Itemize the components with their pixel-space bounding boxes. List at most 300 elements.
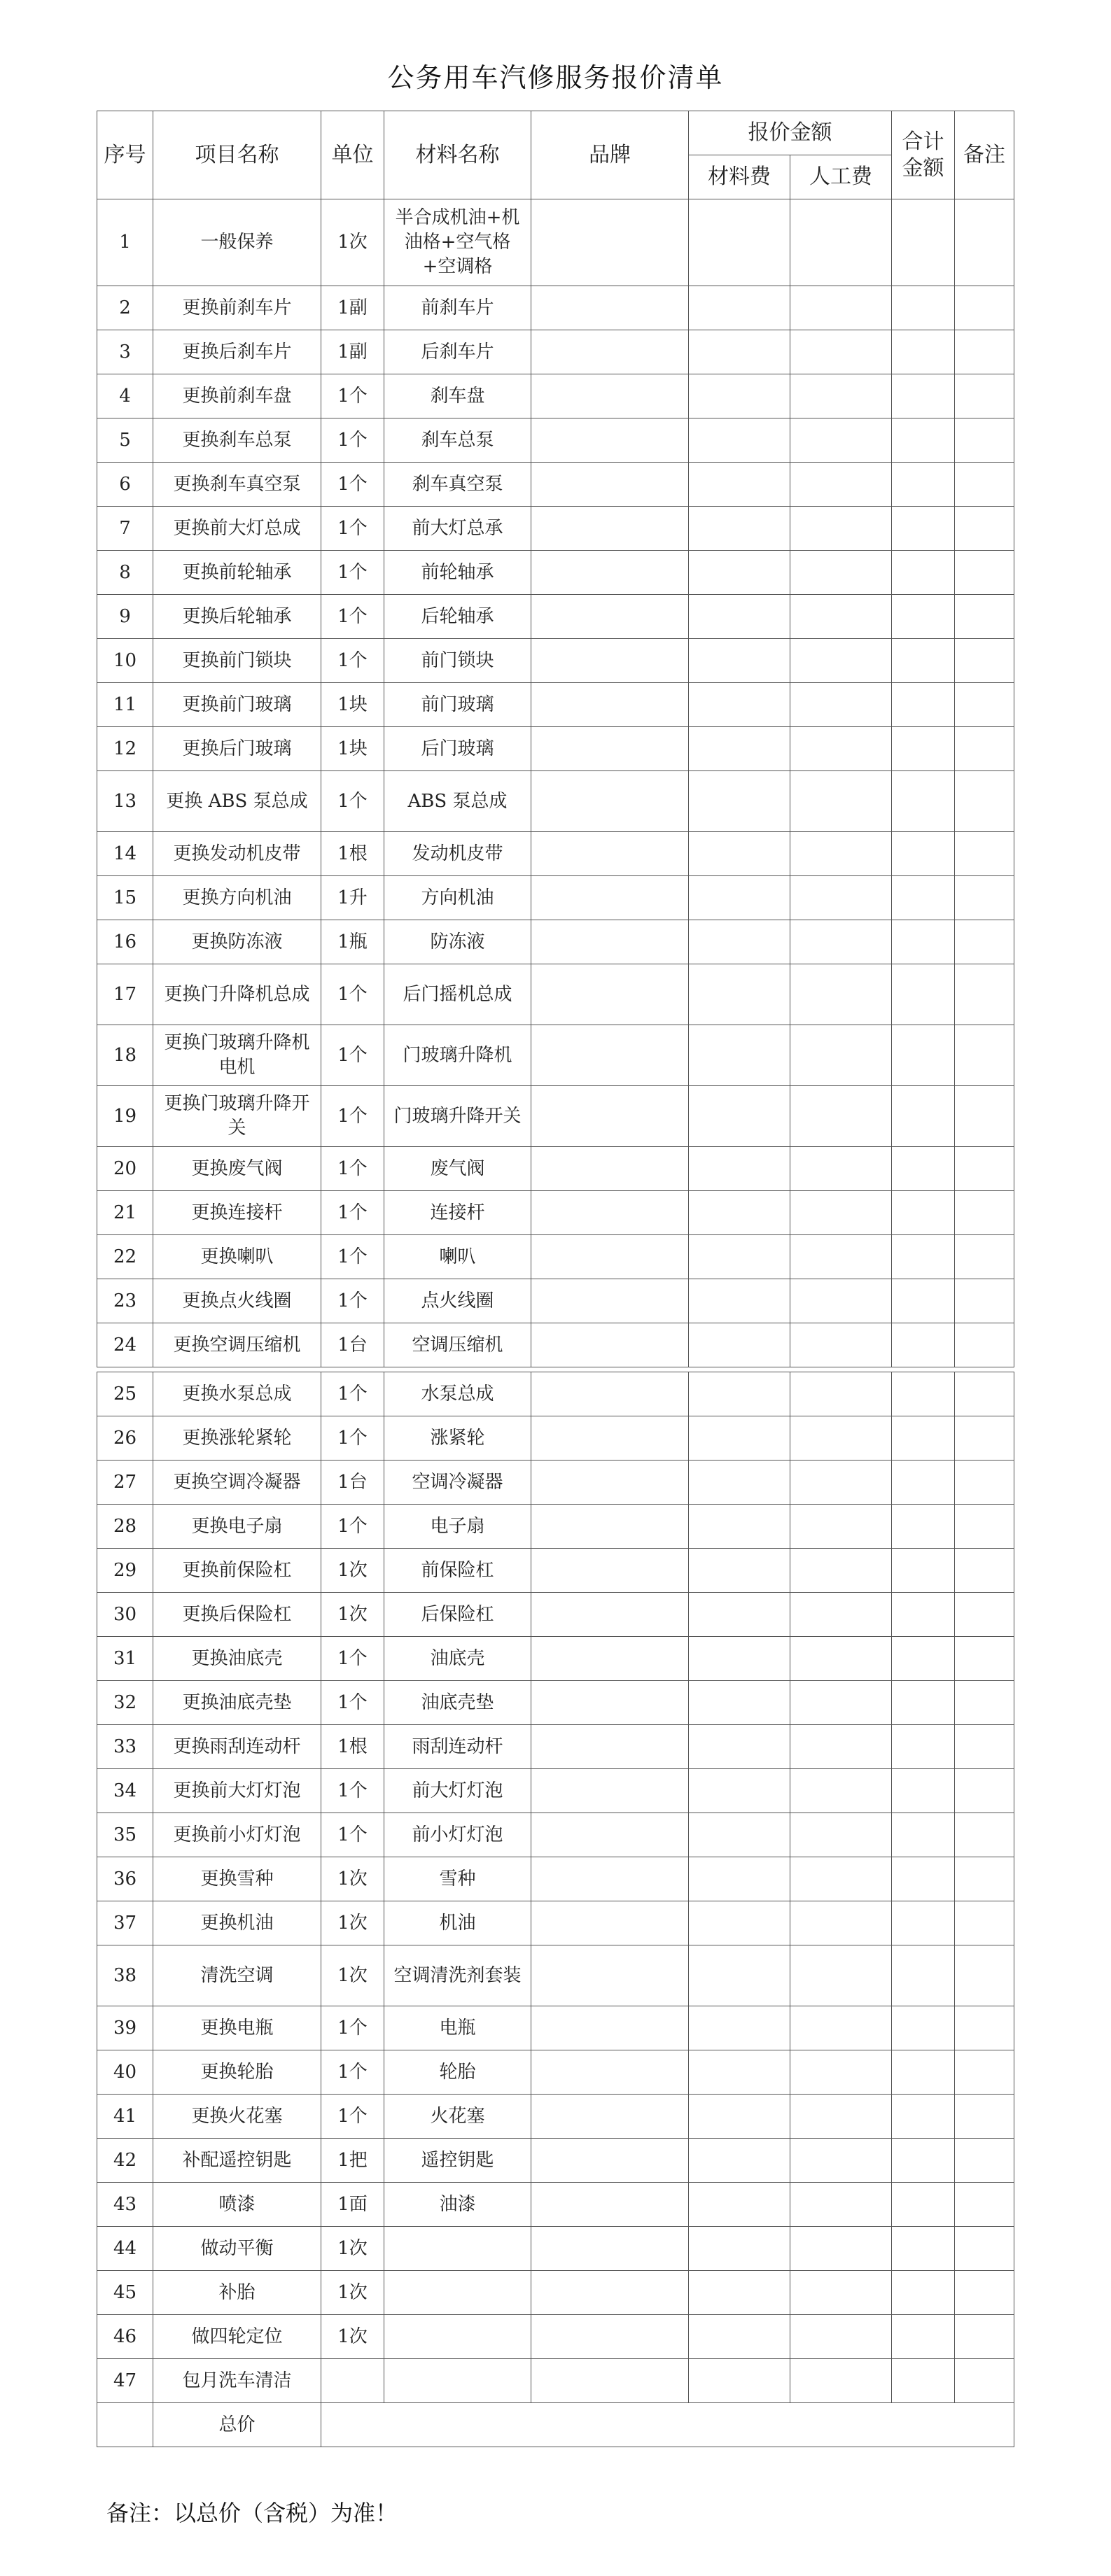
row-brand — [531, 639, 689, 683]
row-labor-fee — [790, 1323, 892, 1367]
row-labor-fee — [790, 2183, 892, 2227]
row-no: 17 — [97, 964, 153, 1025]
row-unit: 1台 — [321, 1323, 384, 1367]
row-no: 39 — [97, 2006, 153, 2050]
row-no: 7 — [97, 507, 153, 551]
row-material: 防冻液 — [384, 920, 531, 964]
row-brand — [531, 286, 689, 330]
row-material: 废气阀 — [384, 1147, 531, 1191]
row-material-fee — [689, 2139, 790, 2183]
row-subtotal — [892, 374, 955, 418]
row-material-fee — [689, 2006, 790, 2050]
header-material: 材料名称 — [384, 111, 531, 199]
row-item: 包月洗车清洁 — [153, 2359, 321, 2403]
row-material: 机油 — [384, 1901, 531, 1945]
row-material: 电子扇 — [384, 1505, 531, 1549]
row-material: 空调压缩机 — [384, 1323, 531, 1367]
row-subtotal — [892, 1461, 955, 1505]
row-subtotal — [892, 463, 955, 507]
row-subtotal — [892, 1416, 955, 1461]
row-material: 后轮轴承 — [384, 595, 531, 639]
row-remark — [955, 771, 1014, 832]
row-unit: 1块 — [321, 683, 384, 727]
row-labor-fee — [790, 964, 892, 1025]
row-material — [384, 2315, 531, 2359]
row-unit: 1个 — [321, 507, 384, 551]
row-material-fee — [689, 463, 790, 507]
row-remark — [955, 199, 1014, 286]
row-item: 喷漆 — [153, 2183, 321, 2227]
row-brand — [531, 1813, 689, 1857]
row-labor-fee — [790, 1637, 892, 1681]
table-row — [97, 920, 1014, 964]
row-no: 10 — [97, 639, 153, 683]
row-no: 2 — [97, 286, 153, 330]
row-no: 13 — [97, 771, 153, 832]
row-remark — [955, 1725, 1014, 1769]
row-brand — [531, 463, 689, 507]
row-brand — [531, 2227, 689, 2271]
row-remark — [955, 1901, 1014, 1945]
row-unit: 1瓶 — [321, 920, 384, 964]
row-subtotal — [892, 1769, 955, 1813]
row-no: 40 — [97, 2050, 153, 2095]
row-item: 更换水泵总成 — [153, 1372, 321, 1416]
row-remark — [955, 1681, 1014, 1725]
row-labor-fee — [790, 2315, 892, 2359]
table-row — [97, 964, 1014, 1025]
row-material-fee — [689, 2227, 790, 2271]
row-material-fee — [689, 1191, 790, 1235]
row-subtotal — [892, 2050, 955, 2095]
row-brand — [531, 1025, 689, 1086]
header-quote: 报价金额 — [689, 111, 892, 155]
row-labor-fee — [790, 1769, 892, 1813]
row-unit: 1个 — [321, 639, 384, 683]
row-material-fee — [689, 199, 790, 286]
row-unit: 1个 — [321, 2006, 384, 2050]
row-material-fee — [689, 374, 790, 418]
row-remark — [955, 1191, 1014, 1235]
row-remark — [955, 2183, 1014, 2227]
row-material: 喇叭 — [384, 1235, 531, 1279]
row-remark — [955, 683, 1014, 727]
row-labor-fee — [790, 1857, 892, 1901]
row-labor-fee — [790, 374, 892, 418]
row-brand — [531, 1505, 689, 1549]
row-no: 24 — [97, 1323, 153, 1367]
row-subtotal — [892, 1857, 955, 1901]
table-row — [97, 2050, 1014, 2095]
row-material: 后门摇机总成 — [384, 964, 531, 1025]
row-no: 43 — [97, 2183, 153, 2227]
table-row — [97, 2315, 1014, 2359]
row-material-fee — [689, 1549, 790, 1593]
row-brand — [531, 920, 689, 964]
table-row — [97, 1813, 1014, 1857]
row-material-fee — [689, 727, 790, 771]
row-no: 45 — [97, 2271, 153, 2315]
row-material-fee — [689, 639, 790, 683]
row-subtotal — [892, 1505, 955, 1549]
row-material: 空调冷凝器 — [384, 1461, 531, 1505]
row-item: 更换前刹车盘 — [153, 374, 321, 418]
row-material: 遥控钥匙 — [384, 2139, 531, 2183]
row-item: 更换前大灯灯泡 — [153, 1769, 321, 1813]
row-brand — [531, 1857, 689, 1901]
row-brand — [531, 330, 689, 374]
table-row — [97, 1025, 1014, 1086]
row-no: 41 — [97, 2095, 153, 2139]
row-material-fee — [689, 1901, 790, 1945]
row-material-fee — [689, 876, 790, 920]
row-material-fee — [689, 1945, 790, 2006]
row-remark — [955, 1461, 1014, 1505]
row-labor-fee — [790, 551, 892, 595]
row-unit: 1个 — [321, 1279, 384, 1323]
row-material-fee — [689, 1769, 790, 1813]
row-remark — [955, 551, 1014, 595]
row-remark — [955, 2006, 1014, 2050]
row-remark — [955, 1416, 1014, 1461]
table-row — [97, 1593, 1014, 1637]
header-unit: 单位 — [321, 111, 384, 199]
row-unit: 1面 — [321, 2183, 384, 2227]
row-material-fee — [689, 2183, 790, 2227]
row-material-fee — [689, 2050, 790, 2095]
row-brand — [531, 1549, 689, 1593]
row-remark — [955, 374, 1014, 418]
row-no: 34 — [97, 1769, 153, 1813]
row-material — [384, 2271, 531, 2315]
row-item: 更换机油 — [153, 1901, 321, 1945]
table-row — [97, 683, 1014, 727]
row-item: 更换门玻璃升降机电机 — [153, 1025, 321, 1086]
row-item: 清洗空调 — [153, 1945, 321, 2006]
row-labor-fee — [790, 1945, 892, 2006]
row-unit: 1个 — [321, 1191, 384, 1235]
row-labor-fee — [790, 683, 892, 727]
row-no: 5 — [97, 418, 153, 463]
row-subtotal — [892, 507, 955, 551]
header-remark: 备注 — [955, 111, 1014, 199]
row-material: 前小灯灯泡 — [384, 1813, 531, 1857]
row-material: 空调清洗剂套装 — [384, 1945, 531, 2006]
row-material: 前大灯灯泡 — [384, 1769, 531, 1813]
row-brand — [531, 876, 689, 920]
row-no: 26 — [97, 1416, 153, 1461]
table-row — [97, 639, 1014, 683]
row-labor-fee — [790, 1901, 892, 1945]
row-labor-fee — [790, 418, 892, 463]
row-remark — [955, 2359, 1014, 2403]
row-item: 更换前大灯总成 — [153, 507, 321, 551]
row-no: 30 — [97, 1593, 153, 1637]
row-no: 23 — [97, 1279, 153, 1323]
row-no: 35 — [97, 1813, 153, 1857]
row-subtotal — [892, 2139, 955, 2183]
row-labor-fee — [790, 595, 892, 639]
row-labor-fee — [790, 1725, 892, 1769]
total-value — [321, 2403, 1014, 2447]
row-material: 油底壳 — [384, 1637, 531, 1681]
row-labor-fee — [790, 286, 892, 330]
row-material — [384, 2227, 531, 2271]
row-subtotal — [892, 1945, 955, 2006]
row-subtotal — [892, 2183, 955, 2227]
row-subtotal — [892, 2227, 955, 2271]
row-material: 油底壳垫 — [384, 1681, 531, 1725]
row-material: 方向机油 — [384, 876, 531, 920]
row-item: 更换门升降机总成 — [153, 964, 321, 1025]
row-labor-fee — [790, 1461, 892, 1505]
table-row — [97, 1147, 1014, 1191]
quote-table-part2 — [97, 1372, 1014, 2447]
row-brand — [531, 1769, 689, 1813]
row-material: 前大灯总承 — [384, 507, 531, 551]
table-row — [97, 876, 1014, 920]
row-remark — [955, 920, 1014, 964]
row-no: 15 — [97, 876, 153, 920]
row-subtotal — [892, 1086, 955, 1147]
table-row — [97, 1323, 1014, 1367]
row-material: 后刹车片 — [384, 330, 531, 374]
row-item: 更换连接杆 — [153, 1191, 321, 1235]
header-brand: 品牌 — [531, 111, 689, 199]
row-remark — [955, 1279, 1014, 1323]
row-subtotal — [892, 1279, 955, 1323]
row-brand — [531, 595, 689, 639]
table-row — [97, 2183, 1014, 2227]
row-material: 刹车真空泵 — [384, 463, 531, 507]
row-subtotal — [892, 418, 955, 463]
row-labor-fee — [790, 920, 892, 964]
row-item: 更换点火线圈 — [153, 1279, 321, 1323]
row-unit: 1根 — [321, 832, 384, 876]
row-item: 更换刹车真空泵 — [153, 463, 321, 507]
row-subtotal — [892, 1025, 955, 1086]
row-remark — [955, 2095, 1014, 2139]
row-remark — [955, 595, 1014, 639]
row-material: 刹车总泵 — [384, 418, 531, 463]
row-material-fee — [689, 832, 790, 876]
row-labor-fee — [790, 2227, 892, 2271]
row-item: 更换火花塞 — [153, 2095, 321, 2139]
row-unit: 1个 — [321, 1505, 384, 1549]
row-labor-fee — [790, 1549, 892, 1593]
row-unit: 1个 — [321, 1416, 384, 1461]
row-no: 18 — [97, 1025, 153, 1086]
row-item: 更换后保险杠 — [153, 1593, 321, 1637]
row-item: 更换前轮轴承 — [153, 551, 321, 595]
row-labor-fee — [790, 1416, 892, 1461]
table-row — [97, 286, 1014, 330]
row-material-fee — [689, 1461, 790, 1505]
row-brand — [531, 551, 689, 595]
row-unit: 1把 — [321, 2139, 384, 2183]
row-no: 38 — [97, 1945, 153, 2006]
row-material: 涨紧轮 — [384, 1416, 531, 1461]
row-material-fee — [689, 1279, 790, 1323]
row-material-fee — [689, 2271, 790, 2315]
row-no: 19 — [97, 1086, 153, 1147]
row-subtotal — [892, 551, 955, 595]
row-labor-fee — [790, 463, 892, 507]
row-item: 更换空调冷凝器 — [153, 1461, 321, 1505]
row-no: 44 — [97, 2227, 153, 2271]
row-labor-fee — [790, 1235, 892, 1279]
row-item: 更换后门玻璃 — [153, 727, 321, 771]
row-material — [384, 2359, 531, 2403]
row-unit: 1个 — [321, 964, 384, 1025]
row-unit: 1根 — [321, 1725, 384, 1769]
row-no: 36 — [97, 1857, 153, 1901]
row-brand — [531, 1945, 689, 2006]
table-row — [97, 507, 1014, 551]
row-unit: 1个 — [321, 463, 384, 507]
row-unit: 1个 — [321, 1235, 384, 1279]
row-item: 更换前保险杠 — [153, 1549, 321, 1593]
row-subtotal — [892, 1593, 955, 1637]
row-brand — [531, 1191, 689, 1235]
row-unit: 1台 — [321, 1461, 384, 1505]
table-row — [97, 1901, 1014, 1945]
total-row — [97, 2403, 1014, 2447]
row-item: 更换涨轮紧轮 — [153, 1416, 321, 1461]
table-row — [97, 374, 1014, 418]
row-subtotal — [892, 1549, 955, 1593]
row-remark — [955, 1945, 1014, 2006]
table-row — [97, 727, 1014, 771]
row-labor-fee — [790, 876, 892, 920]
row-subtotal — [892, 2095, 955, 2139]
row-remark — [955, 286, 1014, 330]
row-no: 27 — [97, 1461, 153, 1505]
row-labor-fee — [790, 1681, 892, 1725]
row-remark — [955, 727, 1014, 771]
row-brand — [531, 683, 689, 727]
row-material: 连接杆 — [384, 1191, 531, 1235]
row-unit: 1副 — [321, 286, 384, 330]
row-no: 9 — [97, 595, 153, 639]
row-no: 14 — [97, 832, 153, 876]
row-remark — [955, 1769, 1014, 1813]
row-subtotal — [892, 964, 955, 1025]
row-no: 22 — [97, 1235, 153, 1279]
row-labor-fee — [790, 330, 892, 374]
row-brand — [531, 1086, 689, 1147]
row-remark — [955, 507, 1014, 551]
row-material: 油漆 — [384, 2183, 531, 2227]
row-material-fee — [689, 1725, 790, 1769]
row-item: 更换刹车总泵 — [153, 418, 321, 463]
row-no: 29 — [97, 1549, 153, 1593]
row-material-fee — [689, 2315, 790, 2359]
row-material: 前轮轴承 — [384, 551, 531, 595]
row-material-fee — [689, 595, 790, 639]
table-row — [97, 1461, 1014, 1505]
table-row — [97, 771, 1014, 832]
row-brand — [531, 2271, 689, 2315]
row-subtotal — [892, 1725, 955, 1769]
row-unit: 1个 — [321, 1147, 384, 1191]
row-item: 更换电瓶 — [153, 2006, 321, 2050]
row-brand — [531, 199, 689, 286]
row-item: 补胎 — [153, 2271, 321, 2315]
row-material-fee — [689, 286, 790, 330]
row-material-fee — [689, 2359, 790, 2403]
row-labor-fee — [790, 1813, 892, 1857]
row-remark — [955, 1235, 1014, 1279]
row-remark — [955, 2050, 1014, 2095]
row-remark — [955, 1505, 1014, 1549]
row-material-fee — [689, 330, 790, 374]
row-remark — [955, 2271, 1014, 2315]
row-unit: 1次 — [321, 199, 384, 286]
table-row — [97, 1416, 1014, 1461]
row-remark — [955, 2315, 1014, 2359]
row-material: 水泵总成 — [384, 1372, 531, 1416]
row-no: 4 — [97, 374, 153, 418]
row-item: 更换门玻璃升降开关 — [153, 1086, 321, 1147]
row-unit: 1块 — [321, 727, 384, 771]
row-brand — [531, 771, 689, 832]
row-item: 更换前小灯灯泡 — [153, 1813, 321, 1857]
row-labor-fee — [790, 1025, 892, 1086]
row-item: 更换方向机油 — [153, 876, 321, 920]
row-material: 前保险杠 — [384, 1549, 531, 1593]
table-row — [97, 551, 1014, 595]
row-subtotal — [892, 330, 955, 374]
table-row — [97, 1857, 1014, 1901]
row-no: 12 — [97, 727, 153, 771]
row-no: 16 — [97, 920, 153, 964]
table-row — [97, 418, 1014, 463]
row-labor-fee — [790, 639, 892, 683]
row-material: 发动机皮带 — [384, 832, 531, 876]
row-unit: 1次 — [321, 2227, 384, 2271]
row-unit: 1个 — [321, 1681, 384, 1725]
row-material: 后门玻璃 — [384, 727, 531, 771]
row-material: 后保险杠 — [384, 1593, 531, 1637]
row-unit: 1个 — [321, 551, 384, 595]
table-row — [97, 1681, 1014, 1725]
row-unit: 1个 — [321, 1086, 384, 1147]
row-brand — [531, 2050, 689, 2095]
table-row — [97, 1235, 1014, 1279]
row-unit: 1个 — [321, 1769, 384, 1813]
row-unit: 1个 — [321, 2050, 384, 2095]
page-title: 公务用车汽修服务报价清单 — [387, 62, 724, 93]
row-unit: 1个 — [321, 595, 384, 639]
row-no: 42 — [97, 2139, 153, 2183]
row-unit: 1个 — [321, 1813, 384, 1857]
row-subtotal — [892, 286, 955, 330]
row-subtotal — [892, 2359, 955, 2403]
table-row — [97, 2139, 1014, 2183]
row-remark — [955, 1637, 1014, 1681]
table-row — [97, 463, 1014, 507]
row-remark — [955, 463, 1014, 507]
row-material: 电瓶 — [384, 2006, 531, 2050]
row-item: 更换防冻液 — [153, 920, 321, 964]
row-brand — [531, 374, 689, 418]
table-row — [97, 1945, 1014, 2006]
row-unit: 1个 — [321, 374, 384, 418]
row-no: 33 — [97, 1725, 153, 1769]
row-remark — [955, 964, 1014, 1025]
row-labor-fee — [790, 1147, 892, 1191]
